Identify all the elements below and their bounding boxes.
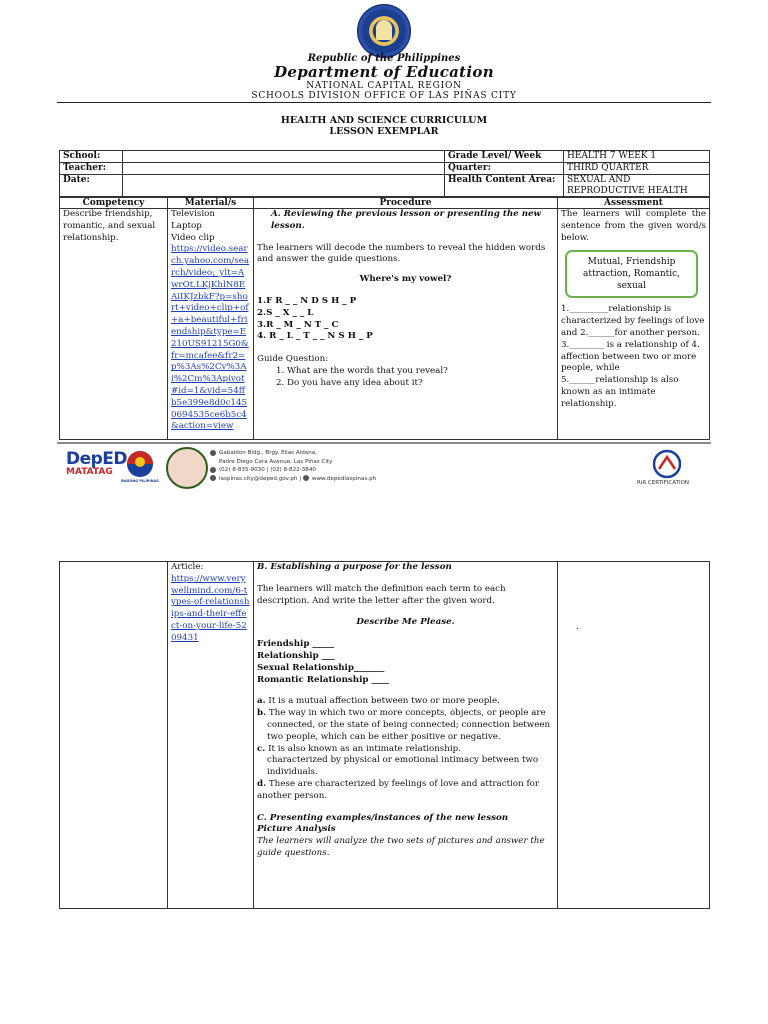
guide-question-label: Guide Question: — [257, 354, 329, 365]
department-line: Department of Education — [274, 63, 494, 81]
vowel-title: Where's my vowel? — [359, 274, 452, 285]
bagong-pilipinas-logo — [117, 448, 163, 486]
bagong-pilipinas-text: BAGONG PILIPINAS — [121, 479, 159, 483]
lesson-table — [59, 196, 710, 440]
procedure-cell-b — [254, 562, 558, 909]
article-link[interactable]: https://www.verywellmind.com/6-types-of-relationships-and-their-effect-on-your-life-5209431 — [171, 573, 250, 643]
puzzle-item: 3.R _ M _ N T _ C — [257, 319, 339, 330]
deped-logo-text: DepED — [66, 449, 128, 469]
guide-question: 2. Do you have any idea about it? — [287, 378, 554, 390]
assessment-cell — [558, 209, 710, 440]
definition-c: c. It is also known as an intimate relationship. — [257, 743, 461, 754]
teacher-label: Teacher: — [60, 163, 123, 175]
doc-title-line2: LESSON EXEMPLAR — [329, 126, 439, 137]
procedure-b-intro: The learners will match the definition each term to each description. And write the letter after the given word. — [257, 583, 506, 606]
col-assessment: Assessment — [558, 197, 710, 209]
las-pinas-seal-logo — [166, 447, 208, 489]
materials-cell — [168, 209, 254, 440]
web-text: www.depedlaspinas.ph — [311, 475, 377, 482]
footer-rule — [57, 442, 711, 444]
col-materials: Material/s — [168, 197, 254, 209]
grade-value: HEALTH 7 WEEK 1 — [564, 151, 710, 163]
puzzle-item: 2.S _ X _ _ L — [257, 307, 314, 318]
deped-seal-logo — [357, 4, 411, 58]
assessment-mark: . — [576, 622, 579, 632]
col-competency: Competency — [60, 197, 168, 209]
location-icon — [210, 450, 216, 456]
assessment-item: 1._________relationship is characterized by feelings of love and 2.______for another person. — [561, 304, 705, 338]
definition-c-cont: characterized by physical or emotional intimacy between two — [267, 755, 539, 766]
date-label: Date: — [60, 175, 123, 198]
term-item: Relationship ___ — [257, 650, 335, 661]
teacher-value — [123, 163, 445, 175]
word-bank-box: Mutual, Friendship attraction, Romantic, sexual — [565, 250, 698, 298]
puzzle-item: 4. R _ L _ T _ _ N S H _ P — [257, 331, 373, 342]
rir-certification-logo — [650, 449, 684, 479]
matatag-logo-text: MATATAG — [66, 467, 113, 477]
quarter-label: Quarter: — [445, 163, 564, 175]
procedure-heading-b: B. Establishing a purpose for the lesson — [257, 562, 452, 572]
rir-certification-text: RiR CERTIFICATION — [637, 480, 690, 486]
definition-b-cont: connected, or the state of being connected; connection between — [267, 719, 551, 730]
guide-question-list — [257, 366, 554, 390]
email-icon — [210, 475, 216, 481]
video-clip-link[interactable]: https://video.search.yahoo.com/search/video;_ylt=AwrOt.LKjKhlN8EAiIKJzbkF?p=short+video+clip+of+a+beautiful+friendship&type=E210US91215G0&fr=mcafee&fr2=p%3As%2Cv%3Ai%2Cm%3Apivot#id=1&vid=54ffb5e399e8d0c1450694535ce6b5c4&action=view — [171, 244, 250, 432]
procedure-c-intro: The learners will analyze the two sets of pictures and answer the guide questions. — [257, 836, 545, 858]
division-line: SCHOOLS DIVISION OFFICE OF LAS PIÑAS CITY — [251, 91, 517, 101]
grade-label: Grade Level/ Week — [445, 151, 564, 163]
school-label: School: — [60, 151, 123, 163]
quarter-value: THIRD QUARTER — [564, 163, 710, 175]
procedure-intro: The learners will decode the numbers to reveal the hidden words and answer the guide questions. — [257, 242, 546, 265]
procedure-heading-a: A. Reviewing the previous lesson or presenting the new lesson. — [271, 209, 542, 231]
address-line-2: Padre Diego Cera Avenue, Las Piñas City — [219, 458, 333, 465]
footer-address: Gabaldon Bldg., Brgy. Elias Aldana, Padre Diego Cera Avenue, Las Piñas City (02) 8-835-9030 | (02) 8-822-3840 laspinas.city@deped.gov.ph | www.depedlaspinas.ph — [210, 449, 376, 483]
date-value — [123, 175, 445, 198]
content-area-label: Health Content Area: — [445, 175, 564, 198]
definition-b: b. The way in which two or more concepts, objects, or people are — [257, 708, 546, 719]
picture-analysis-label: Picture Analysis — [257, 824, 336, 835]
col-procedure: Procedure — [254, 197, 558, 209]
competency-cell: Describe friendship, romantic, and sexual relationship. — [60, 209, 168, 440]
info-table — [59, 150, 710, 198]
assessment-intro: The learners will complete the sentence from the given word/s below. — [561, 209, 706, 243]
term-item: Friendship _____ — [257, 639, 335, 650]
web-icon — [303, 475, 309, 481]
assessment-item: 3.________ is a relationship of 4. affection between two or more people, while — [561, 339, 700, 374]
article-label: Article: — [171, 562, 204, 572]
school-value — [123, 151, 445, 163]
describe-title: Describe Me Please. — [356, 617, 455, 628]
republic-line: Republic of the Philippines — [307, 53, 461, 64]
email-text: laspinas.city@deped.gov.ph — [219, 475, 298, 482]
material-item: Laptop — [171, 220, 202, 231]
term-item: Romantic Relationship ____ — [257, 674, 389, 685]
doc-title-line1: HEALTH AND SCIENCE CURRICULUM — [280, 115, 488, 126]
material-item: Video clip — [171, 232, 215, 243]
region-line: NATIONAL CAPITAL REGION — [306, 81, 462, 91]
guide-question: 1. What are the words that you reveal? — [287, 366, 554, 378]
article-cell — [168, 562, 254, 909]
term-item: Sexual Relationship_______ — [257, 662, 385, 673]
definition-b-cont: two people, which can be either positive or negative. — [267, 731, 501, 742]
definition-c-cont: individuals. — [267, 767, 318, 778]
definition-a: a. It is a mutual affection between two or more people. — [257, 696, 500, 707]
lesson-table-page2 — [59, 561, 710, 909]
assessment-item: 5.______relationship is also known as an intimate relationship. — [561, 375, 679, 409]
definition-d: d. These are characterized by feelings of love and attraction for another person. — [257, 778, 540, 801]
phone-text: (02) 8-835-9030 | (02) 8-822-3840 — [219, 467, 316, 473]
content-area-value: SEXUAL AND REPRODUCTIVE HEALTH — [564, 175, 710, 198]
assessment-cell-page2 — [558, 562, 710, 909]
puzzle-item: 1.F R _ _ N D S H _ P — [257, 295, 357, 306]
header-rule — [57, 102, 711, 103]
procedure-cell — [254, 209, 558, 440]
procedure-heading-c: C. Presenting examples/instances of the new lesson — [257, 812, 509, 823]
phone-icon — [210, 467, 216, 473]
address-line-1: Gabaldon Bldg., Brgy. Elias Aldana, — [219, 450, 317, 456]
competency-cell-empty — [60, 562, 168, 909]
material-item: Television — [171, 209, 215, 219]
